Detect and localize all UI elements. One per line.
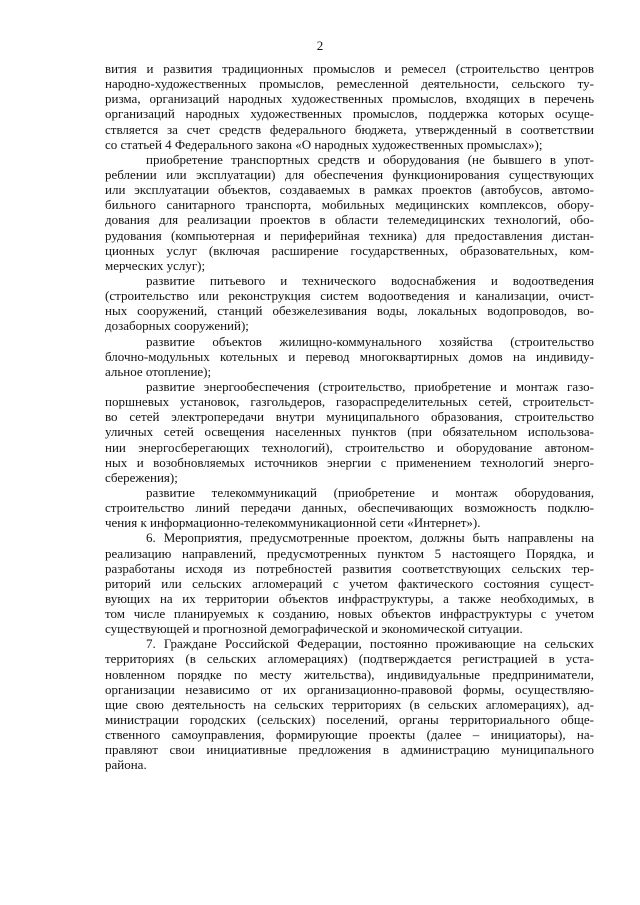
text-line: народно-художественных промыслов, ремесленной деятельности, сельского ту- bbox=[105, 76, 594, 92]
text-line: (строительство или реконструкция систем водоотведения и канализации, очист- bbox=[105, 288, 594, 304]
text-line: ризма, организаций народных художественных промыслов, входящих в перечень bbox=[105, 91, 594, 107]
page-number: 2 bbox=[316, 38, 324, 53]
text-line: разработаны исходя из потребностей развития соответствующих сельских тер- bbox=[105, 560, 594, 576]
text-line: 7. Граждане Российской Федерации, постоянно проживающие на сельских bbox=[146, 636, 594, 652]
text-line: вития и развития традиционных промыслов и ремесел (строительство центров bbox=[105, 61, 594, 76]
text-line: мерческих услуг); bbox=[105, 257, 206, 273]
text-line: района. bbox=[105, 757, 147, 773]
text-line: развитие энергообеспечения (строительство, приобретение и монтаж газо- bbox=[146, 378, 594, 394]
text-line: нии энергосберегающих технологий), строительство и оборудование автоном- bbox=[105, 439, 594, 455]
text-line: новленном порядке по месту жительства), индивидуальные предприниматели, bbox=[105, 666, 594, 682]
text-line: территориях (в сельских агломерациях) (подтверждается регистрацией в уста- bbox=[105, 651, 594, 667]
text-line: строительство линий передачи данных, обеспечивающих возможность подклю- bbox=[105, 500, 594, 516]
text-line: организаций народных художественных промыслов, поддержка которых осуще- bbox=[105, 106, 594, 122]
text-line: развитие объектов жилищно-коммунального хозяйства (строительство bbox=[146, 333, 594, 349]
text-line: реблении или эксплуатации) для обеспечения функционирования существующих bbox=[105, 166, 594, 182]
text-line: уличных сетей освещения населенных пунктов (при обязательном использова- bbox=[105, 424, 594, 440]
text-line: со статьей 4 Федерального закона «О народных художественных промыслах»); bbox=[105, 136, 543, 152]
text-line: щие свою деятельность на сельских территориях (в сельских агломерациях), ад- bbox=[105, 696, 594, 712]
text-line: сбережения); bbox=[105, 469, 178, 485]
text-line: ствляется за счет средств федерального бюджета, утвержденный в соответствии bbox=[105, 121, 594, 137]
text-line: ных и возобновляемых источников энергии с применением технологий энерго- bbox=[105, 454, 594, 470]
text-line: организации независимо от их организационно-правовой формы, осуществляю- bbox=[105, 681, 594, 697]
text-line: реализацию направлений, предусмотренных пунктом 5 настоящего Порядка, и bbox=[105, 545, 594, 561]
text-line: ных сооружений, станций обезжелезивания воды, локальных водопроводов, во- bbox=[105, 303, 594, 319]
text-line: вующих на их территории объектов инфраструктуры, а также необходимых, в bbox=[105, 590, 594, 606]
text-line: дования для реализации проектов в области телемедицинских технологий, обо- bbox=[105, 212, 594, 228]
text-line: министрации городских (сельских) поселений, органы территориального обще- bbox=[105, 712, 594, 728]
text-line: правляют свои инициативные предложения в администрацию муниципального bbox=[105, 742, 594, 758]
text-line: развитие телекоммуникаций (приобретение и монтаж оборудования, bbox=[146, 484, 594, 500]
text-line: или эксплуатации объектов, создаваемых в рамках проектов (автобусов, автомо- bbox=[105, 182, 594, 198]
text-line: дозаборных сооружений); bbox=[105, 318, 249, 334]
text-line: развитие питьевого и технического водоснабжения и водоотведения bbox=[146, 272, 594, 288]
text-line: блочно-модульных котельных и перевод многоквартирных домов на индивиду- bbox=[105, 348, 594, 364]
text-line: существующей и прогнозной демографической и экономической ситуации. bbox=[105, 621, 523, 637]
text-line: альное отопление); bbox=[105, 363, 212, 379]
text-line: приобретение транспортных средств и оборудования (не бывшего в упот- bbox=[146, 151, 594, 167]
text-line: том числе планируемых к созданию, новых объектов инфраструктуры с учетом bbox=[105, 606, 594, 622]
text-line: поршневых установок, газгольдеров, газораспределительных сетей, строительст- bbox=[105, 394, 594, 410]
text-line: риторий или сельских агломераций с учетом фактического состояния сущест- bbox=[105, 575, 594, 591]
text-line: ственного самоуправления, формирующие проекты (далее – инициаторы), на- bbox=[105, 727, 594, 743]
body-text bbox=[105, 61, 594, 773]
text-line: во сетей электропередачи внутри муниципального образования, строительство bbox=[105, 409, 594, 425]
text-line: бильного санитарного транспорта, мобильных медицинских комплексов, обору- bbox=[105, 197, 594, 213]
text-line: 6. Мероприятия, предусмотренные проектом, должны быть направлены на bbox=[146, 530, 594, 546]
text-line: рудования (компьютерная и периферийная техника) для предоставления дистан- bbox=[105, 227, 594, 243]
text-line: чения к информационно-телекоммуникационной сети «Интернет»). bbox=[105, 515, 481, 531]
text-line: ционных услуг (включая расширение государственных, образовательных, ком- bbox=[105, 242, 594, 258]
